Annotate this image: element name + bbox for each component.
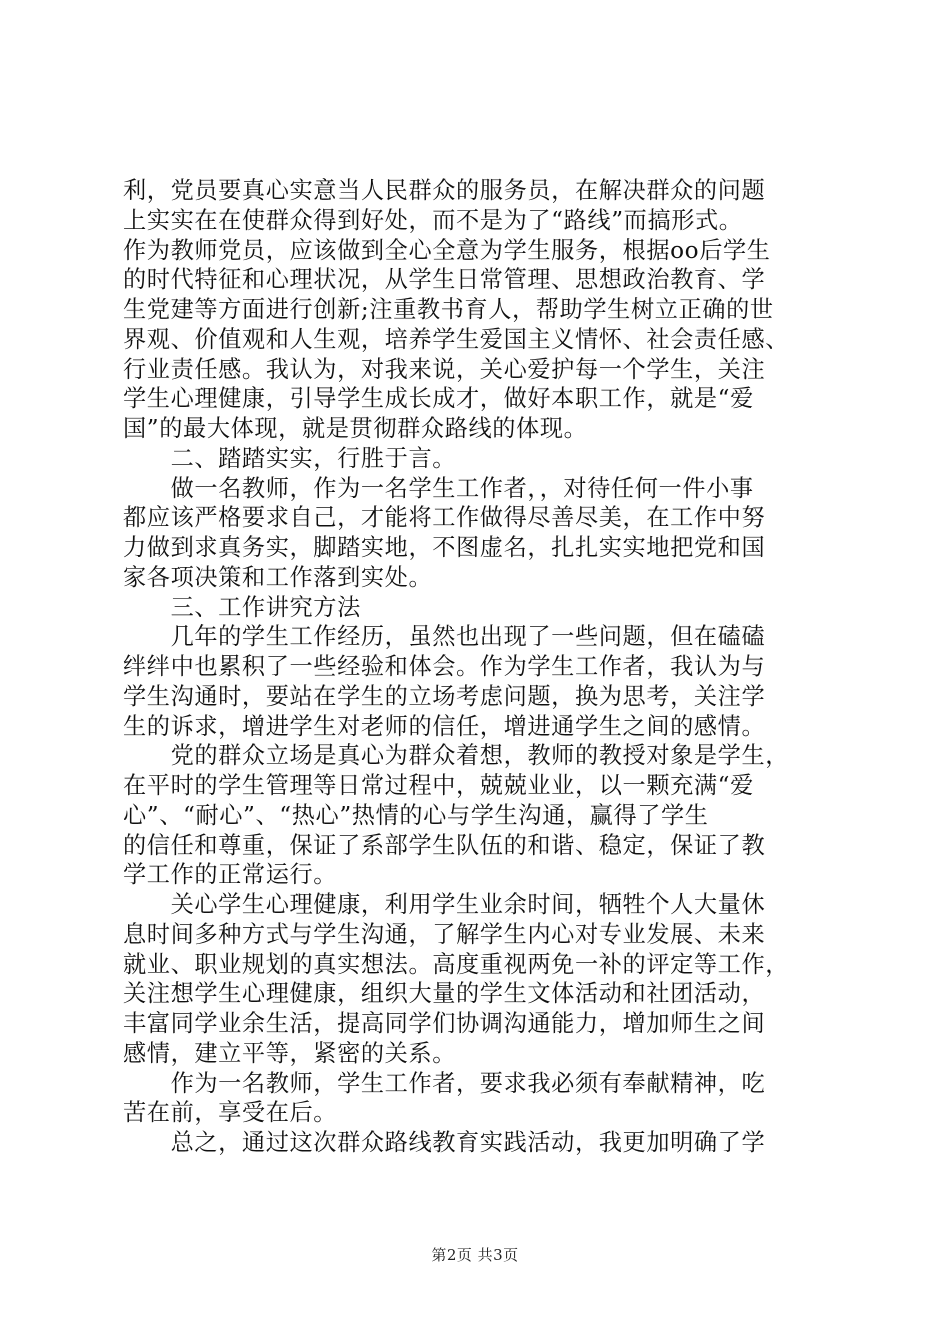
text-line: 界观、价值观和人生观，培养学生爱国主义情怀、社会责任感、 bbox=[123, 325, 790, 353]
section-heading: 二、踏踏实实，行胜于言。 bbox=[123, 444, 457, 472]
text-line: 党的群众立场是真心为群众着想，教师的教授对象是学生， bbox=[123, 742, 790, 770]
text-line: 都应该严格要求自己，才能将工作做得尽善尽美，在工作中努 bbox=[123, 504, 766, 532]
text-line: 绊绊中也累积了一些经验和体会。作为学生工作者，我认为与 bbox=[123, 653, 766, 680]
text-line: 的时代特征和心理状况，从学生日常管理、思想政治教育、学 bbox=[123, 266, 766, 294]
text-line: 学生心理健康，引导学生成长成才，做好本职工作，就是“爱 bbox=[123, 385, 754, 413]
text-line: 关心学生心理健康，利用学生业余时间，牺牲个人大量休 bbox=[123, 891, 766, 918]
text-line: 作为教师党员，应该做到全心全意为学生服务，根据oo后学生 bbox=[123, 236, 771, 264]
text-line: 心”、“耐心”、“热心”热情的心与学生沟通，赢得了学生 bbox=[123, 801, 709, 829]
text-line: 学工作的正常运行。 bbox=[123, 861, 338, 889]
text-line: 生党建等方面进行创新;注重教书育人，帮助学生树立正确的世 bbox=[123, 296, 774, 323]
section-heading: 三、工作讲究方法 bbox=[123, 593, 361, 621]
text-line: 家各项决策和工作落到实处。 bbox=[123, 563, 433, 591]
text-line: 学生沟通时，要站在学生的立场考虑问题，换为思考，关注学 bbox=[123, 682, 766, 710]
text-line: 作为一名教师，学生工作者，要求我必须有奉献精神，吃 bbox=[123, 1069, 766, 1097]
text-line: 生的诉求，增进学生对老师的信任，增进通学生之间的感情。 bbox=[123, 712, 766, 740]
text-line: 的信任和尊重，保证了系部学生队伍的和谐、稳定，保证了教 bbox=[123, 831, 766, 859]
document-body bbox=[123, 176, 835, 1158]
text-line: 感情，建立平等，紧密的关系。 bbox=[123, 1039, 457, 1067]
text-line: 上实实在在使群众得到好处，而不是为了“路线”而搞形式。 bbox=[123, 206, 743, 234]
text-line: 几年的学生工作经历，虽然也出现了一些问题，但在磕磕 bbox=[123, 623, 766, 651]
text-line: 苦在前，享受在后。 bbox=[123, 1099, 338, 1127]
text-line: 国”的最大体现，就是贯彻群众路线的体现。 bbox=[123, 415, 588, 442]
text-line: 总之，通过这次群众路线教育实践活动，我更加明确了学 bbox=[123, 1129, 766, 1156]
text-line: 利，党员要真心实意当人民群众的服务员，在解决群众的问题 bbox=[123, 177, 766, 204]
text-line: 行业责任感。我认为，对我来说，关心爱护每一个学生，关注 bbox=[123, 355, 766, 383]
text-line: 力做到求真务实，脚踏实地，不图虚名，扎扎实实地把党和国 bbox=[123, 534, 766, 561]
text-line: 丰富同学业余生活，提高同学们协调沟通能力，增加师生之间 bbox=[123, 1010, 766, 1037]
text-line: 就业、职业规划的真实想法。高度重视两免一补的评定等工作， bbox=[123, 950, 790, 978]
page-number-footer: 第2页 共3页 bbox=[431, 1246, 519, 1264]
text-line: 做一名教师，作为一名学生工作者，，对待任何一件小事 bbox=[123, 474, 754, 502]
text-line: 在平时的学生管理等日常过程中，兢兢业业，以一颗充满“爱 bbox=[123, 772, 754, 799]
text-line: 关注想学生心理健康，组织大量的学生文体活动和社团活动， bbox=[123, 980, 766, 1008]
text-line: 息时间多种方式与学生沟通，了解学生内心对专业发展、未来 bbox=[123, 920, 766, 948]
